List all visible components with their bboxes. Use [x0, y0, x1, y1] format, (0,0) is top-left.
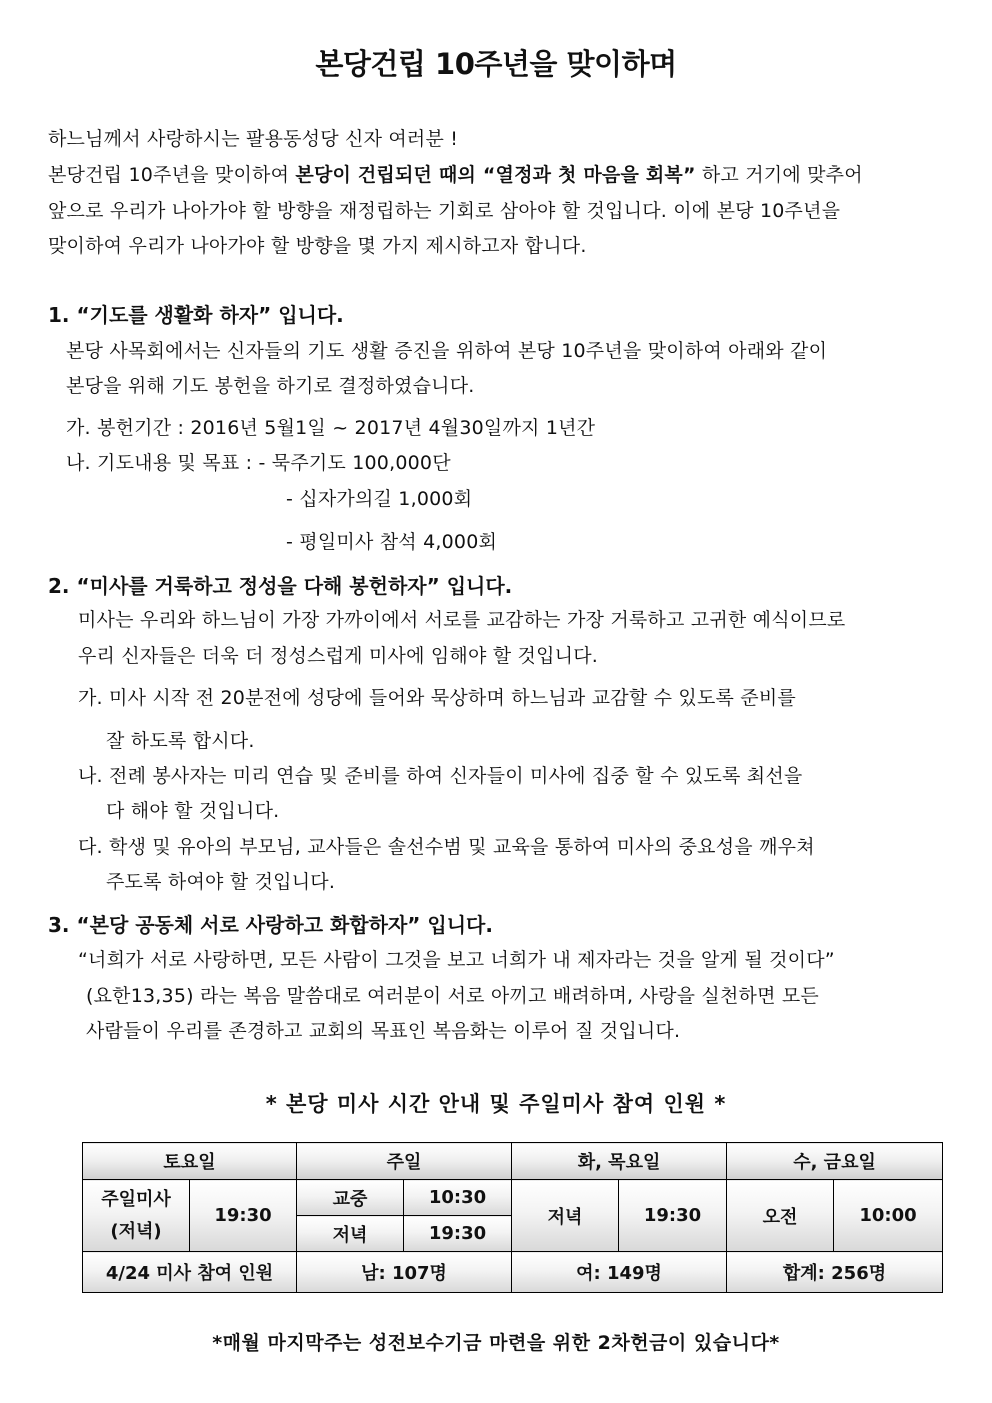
footer-note: *매월 마지막주는 성전보수기금 마련을 위한 2차헌금이 있습니다*: [212, 1332, 780, 1354]
section-2-item-c-2: 주도록 하여야 할 것입니다.: [106, 871, 336, 893]
mass-schedule-table: [82, 1142, 943, 1293]
section-2-item-a-1: 가. 미사 시작 전 20분전에 성당에 들어와 묵상하며 하느님과 교감할 수 있도록 준비를: [78, 687, 796, 709]
sunday-mass-time: 10:30: [404, 1180, 512, 1216]
saturday-mass-label: [83, 1180, 190, 1252]
tue-thu-mass-label: 저녁: [512, 1180, 619, 1252]
section-2-heading: 2. “미사를 거룩하고 정성을 다해 봉헌하자” 입니다.: [48, 574, 513, 598]
intro-line-1: 하느님께서 사랑하시는 팔용동성당 신자 여러분 !: [48, 128, 459, 150]
header-wed-fri: 수, 금요일: [727, 1143, 943, 1180]
header-sunday: 주일: [297, 1143, 512, 1180]
attendance-total: 합계: 256명: [727, 1252, 943, 1293]
intro-line-2: [48, 160, 863, 187]
section-3-heading: 3. “본당 공동체 서로 사랑하고 화합하자” 입니다.: [48, 913, 493, 937]
attendance-row: [83, 1252, 943, 1293]
sunday-evening-time: 19:30: [404, 1216, 512, 1252]
intro-line-4: 맞이하여 우리가 나아가야 할 방향을 몇 가지 제시하고자 합니다.: [48, 235, 587, 257]
section-1-item-b-3: - 평일미사 참석 4,000회: [286, 531, 498, 553]
section-3-line-1: “너희가 서로 사랑하면, 모든 사람이 그것을 보고 너희가 내 제자라는 것을 알게 될 것이다”: [78, 949, 835, 971]
section-2-item-b-2: 다 해야 할 것입니다.: [106, 800, 280, 822]
wed-fri-mass-label: 오전: [727, 1180, 834, 1252]
sunday-evening-label: 저녁: [297, 1216, 404, 1252]
wed-fri-mass-time: 10:00: [834, 1180, 943, 1252]
section-1-item-a: 가. 봉헌기간 : 2016년 5월1일 ~ 2017년 4월30일까지 1년간: [66, 417, 596, 439]
tue-thu-mass-time: 19:30: [619, 1180, 727, 1252]
intro-line-2-end: 하고 거기에 맞추어: [695, 164, 863, 186]
attendance-male: 남: 107명: [297, 1252, 512, 1293]
section-2-line-2: 우리 신자들은 더욱 더 정성스럽게 미사에 임해야 할 것입니다.: [78, 645, 599, 667]
section-3-line-2: (요한13,35) 라는 복음 말씀대로 여러분이 서로 아끼고 배려하며, 사랑을 실천하면 모든: [86, 985, 819, 1007]
section-2-item-c-1: 다. 학생 및 유아의 부모님, 교사들은 솔선수범 및 교육을 통하여 미사의 중요성을 깨우쳐: [78, 836, 815, 858]
table-row: [83, 1180, 943, 1216]
header-tue-thu: 화, 목요일: [512, 1143, 727, 1180]
section-1-line-1: 본당 사목회에서는 신자들의 기도 생활 증진을 위하여 본당 10주년을 맞이하여 아래와 같이: [66, 340, 828, 362]
attendance-label: 4/24 미사 참여 인원: [83, 1252, 297, 1293]
sunday-mass-label: 교중: [297, 1180, 404, 1216]
section-3-line-3: 사람들이 우리를 존경하고 교회의 목표인 복음화는 이루어 질 것입니다.: [86, 1020, 681, 1042]
header-saturday: 토요일: [83, 1143, 297, 1180]
section-1-item-b-2: - 십자가의길 1,000회: [286, 488, 473, 510]
table-header-row: [83, 1143, 943, 1180]
intro-emphasis: 본당이 건립되던 때의 “열정과 첫 마음을 회복”: [295, 164, 696, 186]
attendance-female: 여: 149명: [512, 1252, 727, 1293]
saturday-label-line-1: 주일미사: [101, 1188, 171, 1210]
saturday-mass-time: 19:30: [190, 1180, 297, 1252]
section-2-item-a-2: 잘 하도록 합시다.: [106, 730, 255, 752]
intro-line-2-start: 본당건립 10주년을 맞이하여: [48, 164, 296, 186]
section-1-line-2: 본당을 위해 기도 봉헌을 하기로 결정하였습니다.: [66, 375, 475, 397]
intro-line-3: 앞으로 우리가 나아가야 할 방향을 재정립하는 기회로 삼아야 할 것입니다. 이에 본당 10주년을: [48, 200, 841, 222]
page-title: 본당건립 10주년을 맞이하며: [315, 47, 677, 81]
schedule-title: * 본당 미사 시간 안내 및 주일미사 참여 인원 *: [265, 1092, 727, 1116]
section-1-heading: 1. “기도를 생활화 하자” 입니다.: [48, 303, 344, 327]
section-2-line-1: 미사는 우리와 하느님이 가장 가까이에서 서로를 교감하는 가장 거룩하고 고귀한 예식이므로: [78, 609, 846, 631]
section-1-item-b: 나. 기도내용 및 목표 : - 묵주기도 100,000단: [66, 452, 451, 474]
saturday-label-line-2: (저녁): [110, 1220, 162, 1242]
section-2-item-b-1: 나. 전례 봉사자는 미리 연습 및 준비를 하여 신자들이 미사에 집중 할 수 있도록 최선을: [78, 765, 803, 787]
